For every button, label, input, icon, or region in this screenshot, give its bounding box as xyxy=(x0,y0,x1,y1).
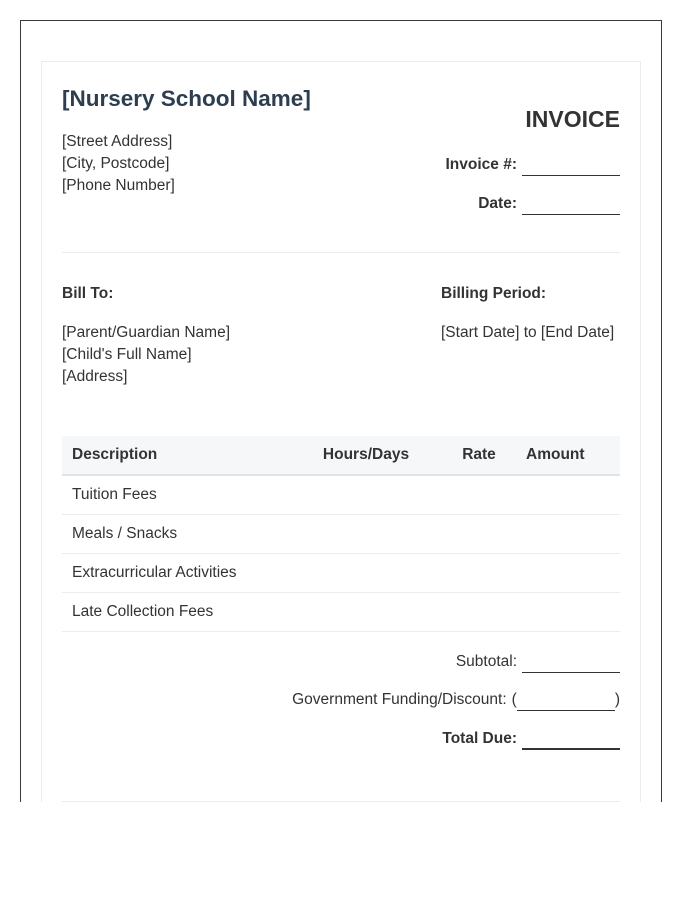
row-rate[interactable] xyxy=(436,514,522,553)
bill-to-address: [Address] xyxy=(62,368,128,385)
invoice-date-label: Date: xyxy=(478,195,517,212)
discount-row xyxy=(292,689,620,711)
bill-to-parent: [Parent/Guardian Name] xyxy=(62,324,231,341)
fees-table xyxy=(62,436,620,632)
total-due-row xyxy=(442,728,620,750)
row-hours-days[interactable] xyxy=(296,514,436,553)
row-rate[interactable] xyxy=(436,553,522,592)
total-due-label: Total Due: xyxy=(442,730,517,747)
discount-open-paren: ( xyxy=(511,691,517,708)
school-street: [Street Address] xyxy=(62,133,173,150)
school-phone: [Phone Number] xyxy=(62,177,175,194)
row-hours-days[interactable] xyxy=(296,475,436,514)
school-city: [City, Postcode] xyxy=(62,155,170,172)
table-row xyxy=(62,514,620,553)
row-amount[interactable] xyxy=(522,553,620,592)
header-divider xyxy=(62,252,620,253)
invoice-number-field[interactable] xyxy=(522,158,620,176)
bill-to-label: Bill To: xyxy=(62,285,114,302)
invoice-title: INVOICE xyxy=(525,106,620,132)
bill-to-child: [Child's Full Name] xyxy=(62,346,192,363)
table-row xyxy=(62,475,620,514)
row-rate[interactable] xyxy=(436,592,522,631)
invoice-date-field[interactable] xyxy=(522,197,620,215)
invoice-date-row xyxy=(478,193,620,215)
row-description: Extracurricular Activities xyxy=(62,553,296,592)
discount-close-paren: ) xyxy=(614,691,620,708)
row-amount[interactable] xyxy=(522,514,620,553)
discount-field[interactable] xyxy=(517,693,615,711)
header-hours-days: Hours/Days xyxy=(296,436,436,475)
total-due-field[interactable] xyxy=(522,732,620,750)
row-description: Late Collection Fees xyxy=(62,592,296,631)
school-name: [Nursery School Name] xyxy=(62,86,311,111)
invoice-number-row xyxy=(446,154,621,176)
row-amount[interactable] xyxy=(522,475,620,514)
table-header-row xyxy=(62,436,620,475)
subtotal-field[interactable] xyxy=(522,655,620,673)
subtotal-row xyxy=(456,651,620,673)
billing-period-value: [Start Date] to [End Date] xyxy=(441,324,615,341)
header-amount: Amount xyxy=(522,436,620,475)
header-description: Description xyxy=(62,436,296,475)
row-description: Tuition Fees xyxy=(62,475,296,514)
row-hours-days[interactable] xyxy=(296,592,436,631)
row-description: Meals / Snacks xyxy=(62,514,296,553)
header-rate: Rate xyxy=(436,436,522,475)
subtotal-label: Subtotal: xyxy=(455,653,517,670)
footer-divider xyxy=(62,801,620,802)
invoice-number-label: Invoice #: xyxy=(445,156,517,173)
discount-label: Government Funding/Discount: xyxy=(292,691,507,708)
row-rate[interactable] xyxy=(436,475,522,514)
table-row xyxy=(62,553,620,592)
row-amount[interactable] xyxy=(522,592,620,631)
row-hours-days[interactable] xyxy=(296,553,436,592)
billing-period-label: Billing Period: xyxy=(441,285,547,302)
table-row xyxy=(62,592,620,631)
